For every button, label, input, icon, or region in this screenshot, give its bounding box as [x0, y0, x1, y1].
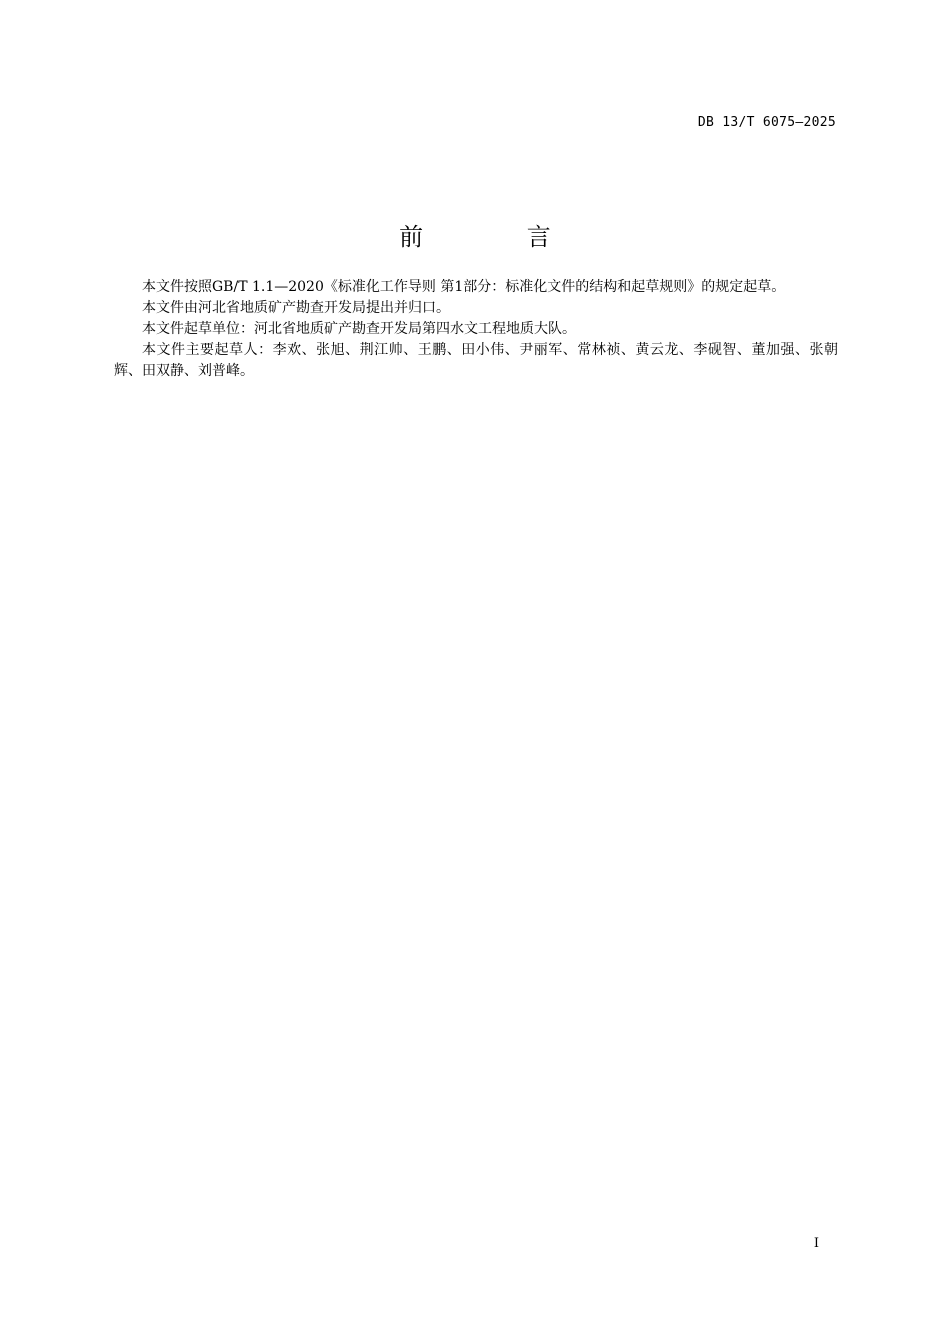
- paragraph-proposer: 本文件由河北省地质矿产勘查开发局提出并归口。: [142, 300, 450, 316]
- document-code: DB 13/T 6075—2025: [697, 115, 836, 130]
- paragraph-drafters: 本文件主要起草人：李欢、张旭、荆江帅、王鹏、田小伟、尹丽军、常林祯、黄云龙、李砚智、董加强、张朝辉、田双静、刘普峰。: [114, 342, 838, 379]
- paragraph-drafting-unit: 本文件起草单位：河北省地质矿产勘查开发局第四水文工程地质大队。: [142, 321, 576, 337]
- page-number: I: [813, 1236, 819, 1251]
- paragraph-drafting-rules: 本文件按照GB/T 1.1—2020《标准化工作导则 第1部分：标准化文件的结构和起草规则》的规定起草。: [142, 279, 786, 295]
- foreword-body: [114, 277, 838, 382]
- page-title: 前 言: [399, 223, 599, 251]
